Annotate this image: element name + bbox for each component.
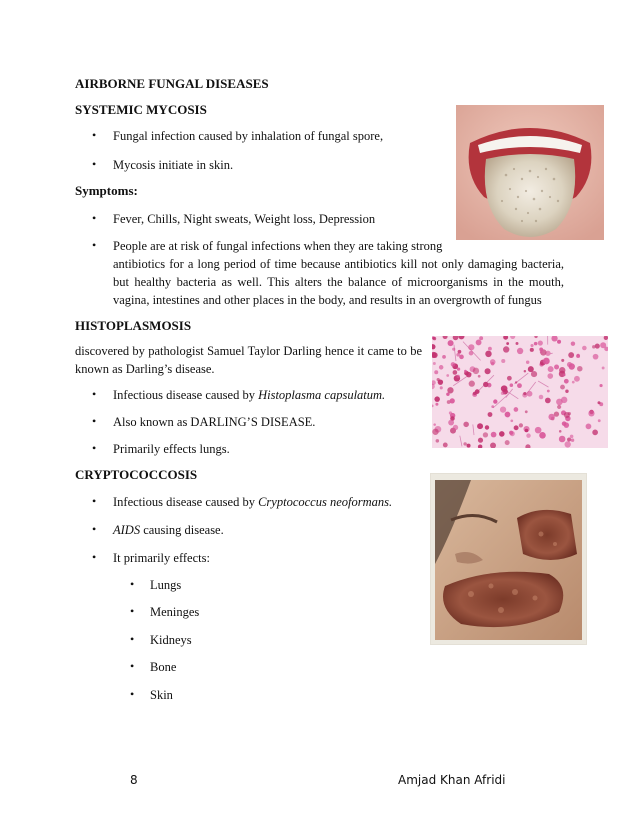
- bullet-marker: •: [130, 577, 135, 591]
- bullet-marker: •: [130, 659, 135, 673]
- histo-para-line-2: known as Darling’s disease.: [75, 362, 215, 376]
- bullet-marker: •: [92, 157, 97, 171]
- footer-author: Amjad Khan Afridi: [398, 773, 506, 787]
- crypto-bullet-3: It primarily effects:: [113, 551, 210, 565]
- bullet-marker: •: [130, 687, 135, 701]
- symptoms-bullet-1: Fever, Chills, Night sweats, Weight loss, Depression: [113, 212, 376, 226]
- symptoms-heading: Symptoms:: [75, 183, 138, 198]
- systemic-mycosis-heading: SYSTEMIC MYCOSIS: [75, 102, 207, 117]
- cryptococcosis-face-photo: [430, 473, 587, 645]
- bullet-marker: •: [92, 522, 97, 536]
- systemic-bullet-1: Fungal infection caused by inhalation of fungal spore,: [113, 129, 384, 143]
- symptoms-bullet-2-line-1: People are at risk of fungal infections when they are taking strong: [113, 239, 443, 253]
- symptoms-bullet-2-line-3: but healthy bacteria as well. This alters the balance of microorganisms in the mouth,: [113, 275, 564, 289]
- bullet-marker: •: [130, 632, 135, 646]
- bullet-marker: •: [92, 128, 97, 142]
- crypto-bullet-1: Infectious disease caused by Cryptococcus neoformans.: [113, 495, 393, 509]
- organ-item: Lungs: [150, 578, 182, 592]
- histo-bullet-2: Also known as DARLING’S DISEASE.: [113, 415, 316, 429]
- bullet-marker: •: [92, 494, 97, 508]
- histo-bullet-1: Infectious disease caused by Histoplasma capsulatum.: [113, 388, 386, 402]
- histo-para-line-1: discovered by pathologist Samuel Taylor Darling hence it came to be: [75, 344, 422, 358]
- symptoms-bullet-2-line-2: antibiotics for a long period of time because antibiotics kill not only damaging bacteria,: [113, 257, 564, 271]
- bullet-marker: •: [130, 604, 135, 618]
- bullet-marker: •: [92, 441, 97, 455]
- organ-item: Meninges: [150, 605, 200, 619]
- bullet-marker: •: [92, 211, 97, 225]
- bullet-marker: •: [92, 387, 97, 401]
- histoplasma-microscopy-photo: [432, 336, 608, 448]
- cryptococcosis-heading: CRYPTOCOCCOSIS: [75, 467, 198, 482]
- histoplasmosis-heading: HISTOPLASMOSIS: [75, 318, 192, 333]
- organ-item: Bone: [150, 660, 177, 674]
- symptoms-bullet-2-line-4: vagina, intestines and other places in the body, and results in an overgrowth of fungus: [113, 293, 542, 307]
- page-number: 8: [130, 773, 138, 787]
- airborne-heading: AIRBORNE FUNGAL DISEASES: [75, 76, 269, 91]
- bullet-marker: •: [92, 550, 97, 564]
- systemic-bullet-2: Mycosis initiate in skin.: [113, 158, 234, 172]
- organ-item: Skin: [150, 688, 173, 702]
- bullet-marker: •: [92, 414, 97, 428]
- bullet-marker: •: [92, 238, 97, 252]
- histo-bullet-3: Primarily effects lungs.: [113, 442, 230, 456]
- tongue-thrush-photo: [456, 105, 604, 240]
- organ-item: Kidneys: [150, 633, 192, 647]
- crypto-bullet-2: AIDS causing disease.: [113, 523, 224, 537]
